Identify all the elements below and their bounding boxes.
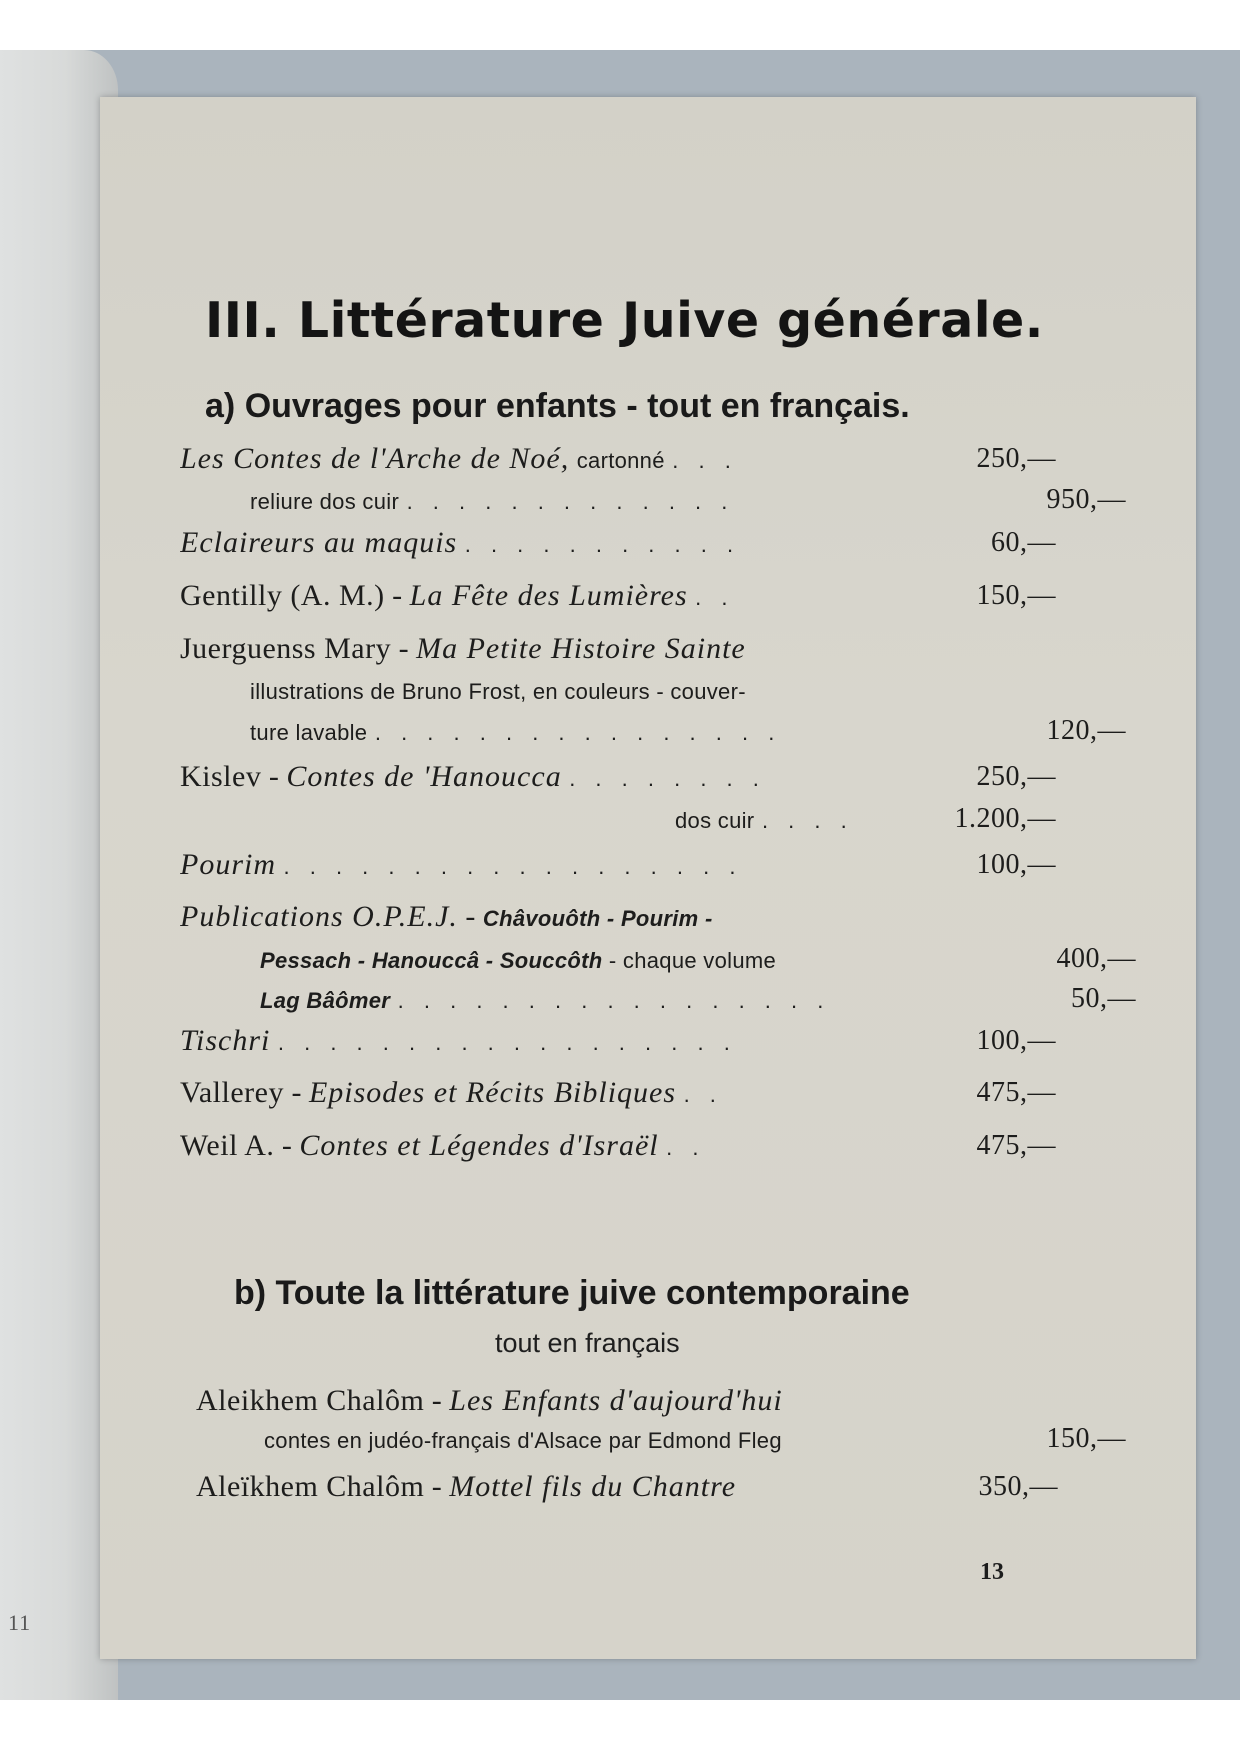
- catalog-entry-juerguenss-desc: [180, 668, 1130, 712]
- catalog-entry-enfants-desc: [196, 1417, 1130, 1461]
- entry-author: Gentilly (A. M.): [180, 579, 385, 612]
- subsection-a-letter: a): [205, 387, 236, 425]
- leader-dots: . .: [666, 1135, 706, 1160]
- leader-dots: . . . . . . . . . . .: [464, 532, 741, 557]
- catalog-entry-kislev: [180, 755, 1060, 799]
- entry-title: La Fête des Lumières: [409, 579, 688, 612]
- entry-sep: -: [391, 632, 417, 665]
- leader-dots: . . . . . . . . . . . . . . . . . .: [277, 1030, 737, 1055]
- leader-dots: . . . .: [761, 808, 854, 833]
- entry-title: Eclaireurs au maquis: [180, 526, 458, 559]
- left-page-number: 11: [8, 1610, 32, 1635]
- subsection-a-title: Ouvrages pour enfants: [244, 387, 617, 425]
- entry-price: 400,—: [1056, 943, 1136, 974]
- entry-title: Ma Petite Histoire Sainte: [416, 632, 746, 665]
- catalog-entry-eclaireurs: [180, 521, 1060, 565]
- entry-description: Lag Bâômer: [260, 988, 391, 1013]
- leader-dots: . . . . . . . .: [569, 766, 766, 791]
- catalog-entry-gentilly: [180, 574, 1060, 618]
- entry-description: - chaque volume: [602, 948, 777, 973]
- entry-price: 1.200,—: [954, 803, 1056, 834]
- catalog-entry-arche: [180, 437, 1060, 481]
- leader-dots: . .: [683, 1082, 723, 1107]
- catalog-entry-juerguenss: [180, 627, 1060, 671]
- entry-price: 120,—: [1046, 715, 1126, 746]
- entry-title: Pourim: [180, 848, 276, 881]
- page-number: 13: [980, 1559, 1004, 1585]
- entry-price: 60,—: [991, 527, 1056, 558]
- subsection-a-sep: -: [616, 387, 648, 425]
- entry-sep: -: [274, 1129, 300, 1162]
- catalog-entry-weil: [180, 1124, 1060, 1168]
- leader-dots: . . . . . . . . . . . . . . . .: [374, 720, 782, 745]
- section-title: III. Littérature Juive générale.: [205, 292, 1044, 349]
- entry-binding: dos cuir: [675, 808, 755, 833]
- entry-price: 50,—: [1071, 983, 1136, 1014]
- entry-description: Pessach - Hanouccâ - Souccôth: [260, 948, 603, 973]
- catalog-entry-opej-list: [180, 937, 1140, 981]
- subsection-b-note: tout en français: [495, 1328, 680, 1358]
- catalog-entry-juerguenss-desc2: [180, 709, 1130, 753]
- leader-dots: . . . . . . . . . . . . . . . . .: [397, 988, 831, 1013]
- entry-price: 250,—: [976, 761, 1056, 792]
- entry-binding: cartonné: [576, 448, 665, 473]
- leader-dots: . . . . . . . . . . . . .: [406, 489, 735, 514]
- subsection-a-heading: [205, 387, 910, 426]
- subsection-a-note: tout en français.: [647, 387, 910, 425]
- subsection-b-title: Toute la littérature juive contemporaine: [275, 1274, 910, 1312]
- catalog-entry-tischri: [180, 1019, 1060, 1063]
- entry-title: Tischri: [180, 1024, 271, 1057]
- entry-binding: reliure dos cuir: [250, 489, 400, 514]
- catalog-entry-kislev-leather: [180, 797, 1060, 841]
- entry-author: Kislev: [180, 760, 262, 793]
- catalog-entry-pourim: [180, 843, 1060, 887]
- leader-dots: . . . . . . . . . . . . . . . . . .: [283, 854, 743, 879]
- entry-price: 150,—: [1046, 1423, 1126, 1454]
- entry-price: 100,—: [976, 849, 1056, 880]
- entry-price: 100,—: [976, 1025, 1056, 1056]
- entry-author: Vallerey: [180, 1076, 284, 1109]
- entry-title: Mottel fils du Chantre: [449, 1470, 737, 1503]
- entry-sep: -: [424, 1470, 450, 1503]
- entry-sep: -: [424, 1384, 450, 1417]
- entry-description: Châvouôth - Pourim -: [482, 906, 713, 931]
- entry-sep: -: [384, 579, 410, 612]
- entry-sep: -: [283, 1076, 309, 1109]
- catalog-entry-opej: [180, 895, 1060, 939]
- entry-author: Weil A.: [180, 1129, 275, 1162]
- catalog-entry-vallerey: [180, 1071, 1060, 1115]
- subsection-b-letter: b): [234, 1274, 267, 1312]
- entry-author: Aleikhem Chalôm: [196, 1384, 425, 1417]
- entry-description: ture lavable: [250, 720, 368, 745]
- subsection-b-heading: [234, 1274, 910, 1313]
- entry-sep: -: [261, 760, 287, 793]
- catalog-page: [100, 97, 1196, 1659]
- entry-price: 150,—: [976, 580, 1056, 611]
- catalog-entry-mottel: [196, 1465, 1062, 1509]
- entry-description: illustrations de Bruno Frost, en couleurs - couver-: [250, 679, 746, 704]
- leader-dots: . .: [695, 585, 735, 610]
- entry-price: 250,—: [976, 443, 1056, 474]
- entry-title: Contes et Légendes d'Israël: [299, 1129, 659, 1162]
- entry-title: Contes de 'Hanoucca: [286, 760, 562, 793]
- entry-sep: -: [457, 900, 483, 933]
- entry-title: Publications O.P.E.J.: [180, 900, 458, 933]
- entry-price: 950,—: [1046, 484, 1126, 515]
- leader-dots: . . .: [672, 448, 738, 473]
- entry-title: Les Contes de l'Arche de Noé,: [180, 442, 570, 475]
- entry-title: Les Enfants d'aujourd'hui: [449, 1384, 783, 1417]
- entry-title: Episodes et Récits Bibliques: [308, 1076, 677, 1109]
- catalog-entry-arche-leather: [180, 478, 1130, 522]
- entry-price: 350,—: [978, 1471, 1058, 1502]
- entry-price: 475,—: [976, 1077, 1056, 1108]
- entry-description: contes en judéo-français d'Alsace par Edmond Fleg: [264, 1428, 782, 1453]
- catalog-entry-opej-lag: [180, 977, 1140, 1021]
- entry-author: Juerguenss Mary: [180, 632, 392, 665]
- entry-price: 475,—: [976, 1130, 1056, 1161]
- entry-author: Aleïkhem Chalôm: [196, 1470, 425, 1503]
